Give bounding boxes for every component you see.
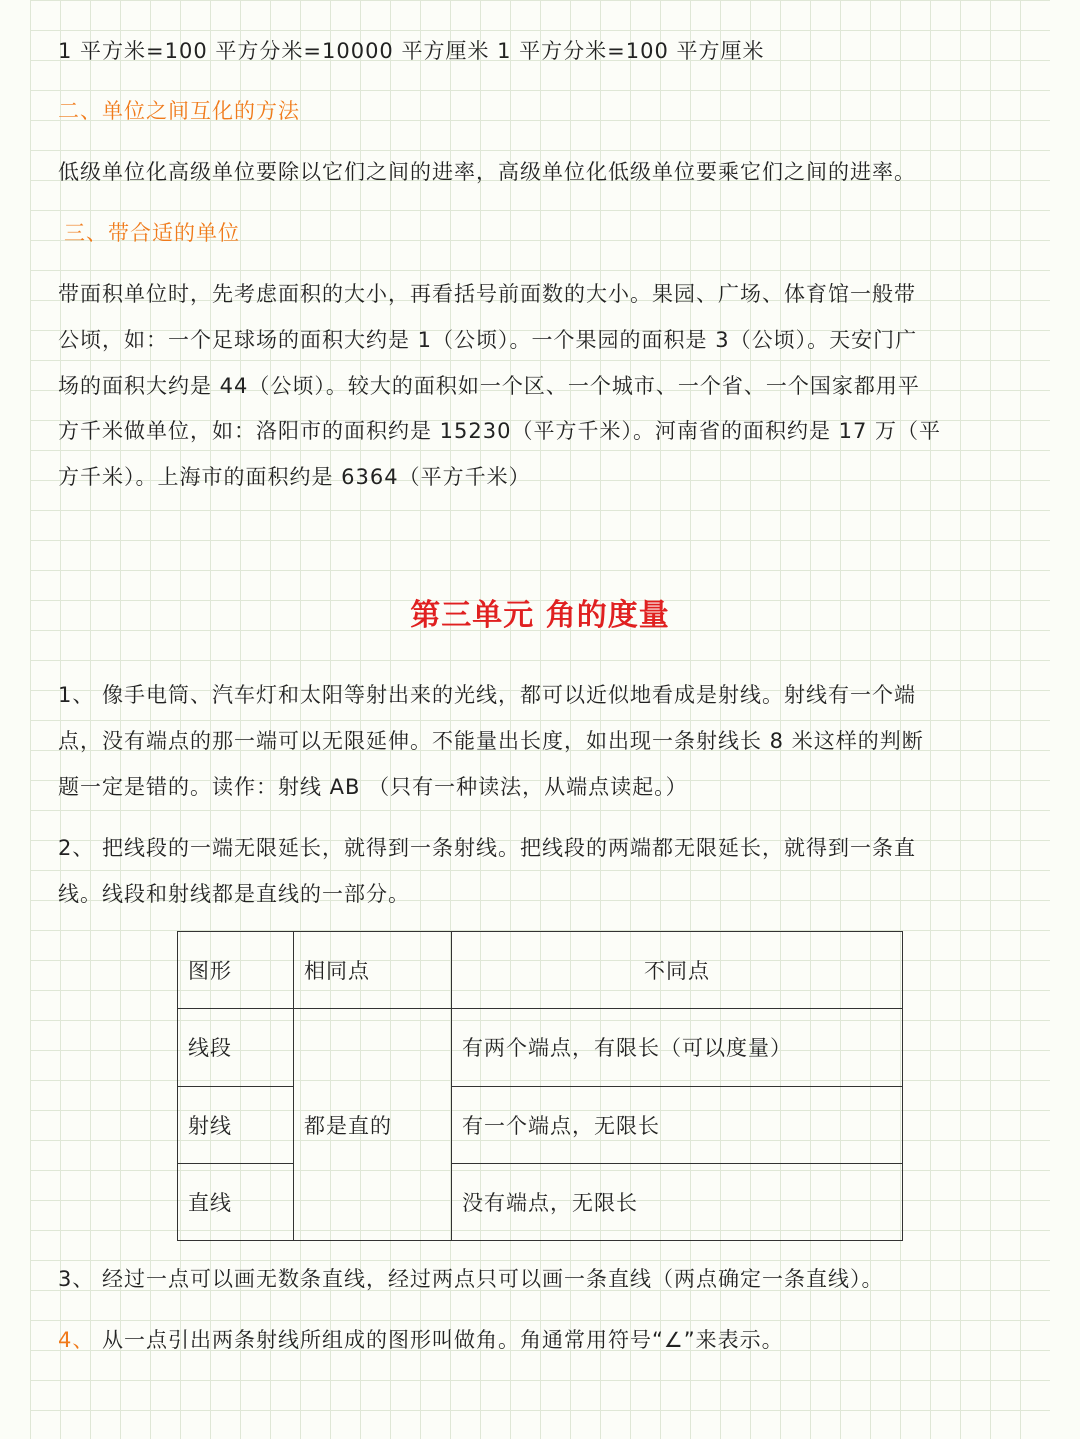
section-heading-suitable-units: 三、带合适的单位 <box>64 221 240 245</box>
table-cell-difference: 有两个端点，有限长（可以度量） <box>452 1009 903 1086</box>
suitable-units-text-line-1: 带面积单位时，先考虑面积的大小，再看括号前面数的大小。果园、广场、体育馆一般带 <box>58 282 916 306</box>
suitable-units-text-line-2: 公顷，如：一个足球场的面积大约是 1（公顷）。一个果园的面积是 3（公顷）。天安门广 <box>58 328 918 352</box>
table-cell-shape: 线段 <box>178 1009 294 1086</box>
table-row <box>178 1009 903 1086</box>
item-3-line: 3、 经过一点可以画无数条直线，经过两点只可以画一条直线（两点确定一条直线）。 <box>58 1267 884 1291</box>
area-conversion-line: 1 平方米=100 平方分米=10000 平方厘米 1 平方分米=100 平方厘米 <box>58 39 765 63</box>
table-cell-common: 都是直的 <box>294 1009 452 1241</box>
table-header-row <box>178 932 903 1009</box>
table-header-common: 相同点 <box>294 932 452 1009</box>
item-2-line-1: 2、 把线段的一端无限延长，就得到一条射线。把线段的两端都无限延长，就得到一条直 <box>58 836 917 860</box>
conversion-method-text: 低级单位化高级单位要除以它们之间的进率，高级单位化低级单位要乘它们之间的进率。 <box>58 160 916 184</box>
suitable-units-text-line-3: 场的面积大约是 44（公顷）。较大的面积如一个区、一个城市、一个省、一个国家都用平 <box>58 374 920 398</box>
table-header-difference: 不同点 <box>452 932 903 1009</box>
table-row <box>178 1163 903 1240</box>
table-cell-difference: 没有端点，无限长 <box>452 1163 903 1240</box>
item-1-line-3: 题一定是错的。读作：射线 AB （只有一种读法，从端点读起。） <box>58 775 688 799</box>
table-cell-shape: 射线 <box>178 1086 294 1163</box>
table-row <box>178 1086 903 1163</box>
item-1-line-1: 1、 像手电筒、汽车灯和太阳等射出来的光线，都可以近似地看成是射线。射线有一个端 <box>58 683 917 707</box>
item-1-line-2: 点，没有端点的那一端可以无限延伸。不能量出长度，如出现一条射线长 8 米这样的判断 <box>58 729 924 753</box>
unit-title: 第三单元 角的度量 <box>410 598 670 633</box>
suitable-units-text-line-4: 方千米做单位，如：洛阳市的面积约是 15230（平方千米）。河南省的面积约是 17 万（平 <box>58 419 942 443</box>
table-header-shape: 图形 <box>178 932 294 1009</box>
line-comparison-table <box>177 931 903 1241</box>
table-cell-difference: 有一个端点，无限长 <box>452 1086 903 1163</box>
item-4-number: 4、 <box>58 1328 95 1352</box>
item-4-text: 从一点引出两条射线所组成的图形叫做角。角通常用符号“∠”来表示。 <box>94 1328 784 1352</box>
suitable-units-text-line-5: 方千米）。上海市的面积约是 6364（平方千米） <box>58 465 531 489</box>
table-cell-shape: 直线 <box>178 1163 294 1240</box>
section-heading-conversion-method: 二、单位之间互化的方法 <box>58 99 300 123</box>
item-2-line-2: 线。线段和射线都是直线的一部分。 <box>58 882 410 906</box>
item-4-line <box>58 1325 784 1355</box>
